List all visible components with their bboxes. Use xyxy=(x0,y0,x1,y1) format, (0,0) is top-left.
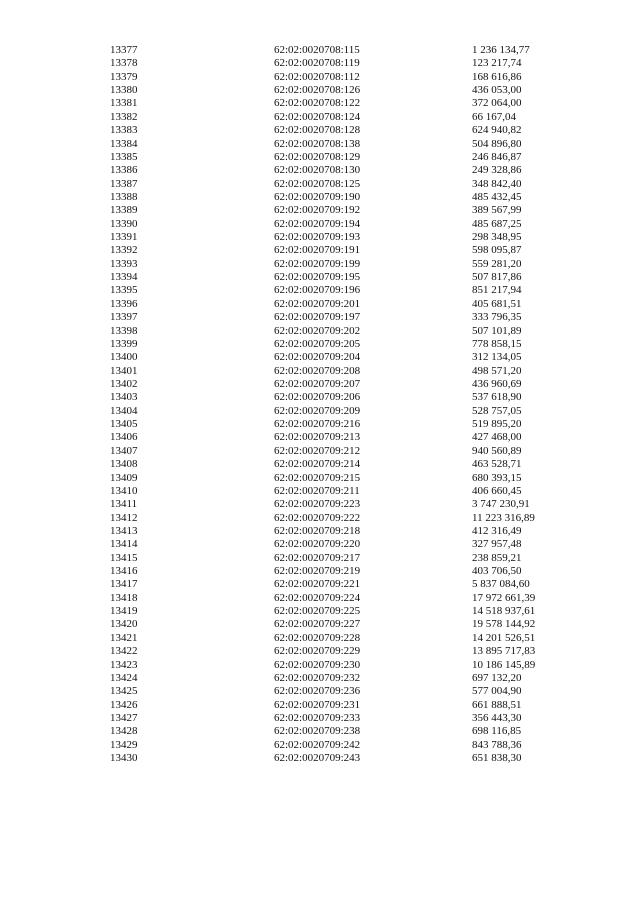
row-number: 13402 xyxy=(110,377,138,390)
cadastral-number: 62:02:0020709:199 xyxy=(274,257,361,270)
cadastral-value: 624 940,82 xyxy=(472,124,522,137)
row-number: 13415 xyxy=(110,551,138,564)
cadastral-number: 62:02:0020709:219 xyxy=(274,565,361,578)
table-row xyxy=(0,325,640,338)
row-number: 13395 xyxy=(110,284,138,297)
cadastral-number: 62:02:0020709:209 xyxy=(274,404,361,417)
cadastral-number: 62:02:0020709:205 xyxy=(274,337,361,350)
cadastral-number: 62:02:0020709:220 xyxy=(274,538,361,551)
row-number: 13403 xyxy=(110,391,138,404)
cadastral-value: 778 858,15 xyxy=(472,337,522,350)
cadastral-number: 62:02:0020708:122 xyxy=(274,97,361,110)
cadastral-value: 389 567,99 xyxy=(472,204,522,217)
row-number: 13419 xyxy=(110,605,138,618)
cadastral-number: 62:02:0020708:129 xyxy=(274,150,361,163)
cadastral-value: 10 186 145,89 xyxy=(472,658,536,671)
cadastral-number: 62:02:0020709:194 xyxy=(274,217,361,230)
cadastral-number: 62:02:0020709:217 xyxy=(274,551,361,564)
cadastral-number: 62:02:0020708:124 xyxy=(274,110,361,123)
table-row xyxy=(0,164,640,177)
cadastral-value: 504 896,80 xyxy=(472,137,522,150)
row-number: 13385 xyxy=(110,150,138,163)
table-row xyxy=(0,378,640,391)
cadastral-value: 498 571,20 xyxy=(472,364,522,377)
cadastral-value: 298 348,95 xyxy=(472,231,522,244)
cadastral-number: 62:02:0020709:208 xyxy=(274,364,361,377)
cadastral-value: 356 443,30 xyxy=(472,711,522,724)
row-number: 13384 xyxy=(110,137,138,150)
table-row xyxy=(0,672,640,685)
row-number: 13411 xyxy=(110,498,138,511)
table-row xyxy=(0,218,640,231)
row-number: 13417 xyxy=(110,578,138,591)
cadastral-value: 559 281,20 xyxy=(472,257,522,270)
table-row xyxy=(0,84,640,97)
cadastral-number: 62:02:0020709:230 xyxy=(274,658,361,671)
cadastral-value: 463 528,71 xyxy=(472,458,522,471)
cadastral-number: 62:02:0020709:225 xyxy=(274,605,361,618)
cadastral-value: 405 681,51 xyxy=(472,297,522,310)
row-number: 13416 xyxy=(110,565,138,578)
cadastral-value: 680 393,15 xyxy=(472,471,522,484)
cadastral-value: 661 888,51 xyxy=(472,698,522,711)
cadastral-number: 62:02:0020708:112 xyxy=(274,70,360,83)
cadastral-value: 14 518 937,61 xyxy=(472,605,536,618)
row-number: 13379 xyxy=(110,70,138,83)
cadastral-number: 62:02:0020709:223 xyxy=(274,498,361,511)
table-row xyxy=(0,391,640,404)
row-number: 13390 xyxy=(110,217,138,230)
table-row xyxy=(0,431,640,444)
table-row xyxy=(0,739,640,752)
table-row xyxy=(0,565,640,578)
row-number: 13424 xyxy=(110,671,138,684)
table-row xyxy=(0,578,640,591)
row-number: 13399 xyxy=(110,337,138,350)
row-number: 13422 xyxy=(110,645,138,658)
row-number: 13394 xyxy=(110,271,138,284)
table-row xyxy=(0,405,640,418)
row-number: 13392 xyxy=(110,244,138,257)
row-number: 13410 xyxy=(110,484,138,497)
row-number: 13387 xyxy=(110,177,138,190)
cadastral-number: 62:02:0020709:228 xyxy=(274,631,361,644)
cadastral-number: 62:02:0020709:192 xyxy=(274,204,361,217)
row-number: 13421 xyxy=(110,631,138,644)
cadastral-value: 519 895,20 xyxy=(472,418,522,431)
cadastral-number: 62:02:0020709:227 xyxy=(274,618,361,631)
row-number: 13396 xyxy=(110,297,138,310)
cadastral-number: 62:02:0020709:221 xyxy=(274,578,361,591)
cadastral-value: 372 064,00 xyxy=(472,97,522,110)
cadastral-number: 62:02:0020709:229 xyxy=(274,645,361,658)
cadastral-number: 62:02:0020709:224 xyxy=(274,591,361,604)
cadastral-number: 62:02:0020709:190 xyxy=(274,190,361,203)
row-number: 13391 xyxy=(110,231,138,244)
table-row xyxy=(0,458,640,471)
cadastral-number: 62:02:0020709:193 xyxy=(274,231,361,244)
cadastral-number: 62:02:0020708:125 xyxy=(274,177,361,190)
row-number: 13423 xyxy=(110,658,138,671)
cadastral-number: 62:02:0020709:216 xyxy=(274,418,361,431)
table-row xyxy=(0,298,640,311)
row-number: 13383 xyxy=(110,124,138,137)
row-number: 13413 xyxy=(110,524,138,537)
cadastral-value: 412 316,49 xyxy=(472,524,522,537)
row-number: 13404 xyxy=(110,404,138,417)
table-row xyxy=(0,632,640,645)
cadastral-value: 598 095,87 xyxy=(472,244,522,257)
cadastral-number: 62:02:0020708:126 xyxy=(274,84,361,97)
row-number: 13386 xyxy=(110,164,138,177)
row-number: 13408 xyxy=(110,458,138,471)
table-row xyxy=(0,338,640,351)
table-row xyxy=(0,685,640,698)
cadastral-value: 698 116,85 xyxy=(472,725,522,738)
cadastral-value: 843 788,36 xyxy=(472,738,522,751)
cadastral-value: 485 432,45 xyxy=(472,190,522,203)
cadastral-number: 62:02:0020709:213 xyxy=(274,431,361,444)
table-row xyxy=(0,365,640,378)
row-number: 13400 xyxy=(110,351,138,364)
cadastral-number: 62:02:0020709:238 xyxy=(274,725,361,738)
cadastral-value: 249 328,86 xyxy=(472,164,522,177)
table-row xyxy=(0,284,640,297)
table-row xyxy=(0,712,640,725)
table-row xyxy=(0,178,640,191)
cadastral-number: 62:02:0020709:201 xyxy=(274,297,361,310)
cadastral-value: 238 859,21 xyxy=(472,551,522,564)
row-number: 13389 xyxy=(110,204,138,217)
cadastral-value: 348 842,40 xyxy=(472,177,522,190)
cadastral-number: 62:02:0020708:119 xyxy=(274,57,360,70)
cadastral-number: 62:02:0020709:214 xyxy=(274,458,361,471)
cadastral-value: 327 957,48 xyxy=(472,538,522,551)
cadastral-value: 651 838,30 xyxy=(472,752,522,765)
cadastral-number: 62:02:0020709:196 xyxy=(274,284,361,297)
row-number: 13377 xyxy=(110,44,138,56)
cadastral-number: 62:02:0020709:218 xyxy=(274,524,361,537)
cadastral-value: 697 132,20 xyxy=(472,671,522,684)
cadastral-value: 312 134,05 xyxy=(472,351,522,364)
table-row xyxy=(0,472,640,485)
cadastral-number: 62:02:0020709:222 xyxy=(274,511,361,524)
cadastral-value: 427 468,00 xyxy=(472,431,522,444)
cadastral-value: 436 053,00 xyxy=(472,84,522,97)
cadastral-number: 62:02:0020709:197 xyxy=(274,311,361,324)
table-row xyxy=(0,351,640,364)
table-row xyxy=(0,231,640,244)
cadastral-value: 507 101,89 xyxy=(472,324,522,337)
row-number: 13429 xyxy=(110,738,138,751)
table-row xyxy=(0,138,640,151)
table-row xyxy=(0,204,640,217)
cadastral-value: 333 796,35 xyxy=(472,311,522,324)
cadastral-number: 62:02:0020708:130 xyxy=(274,164,361,177)
table-row xyxy=(0,605,640,618)
row-number: 13393 xyxy=(110,257,138,270)
cadastral-value: 17 972 661,39 xyxy=(472,591,536,604)
cadastral-value: 123 217,74 xyxy=(472,57,522,70)
row-number: 13397 xyxy=(110,311,138,324)
cadastral-value: 66 167,04 xyxy=(472,110,516,123)
table-row xyxy=(0,191,640,204)
row-number: 13380 xyxy=(110,84,138,97)
table-row xyxy=(0,512,640,525)
cadastral-number: 62:02:0020709:215 xyxy=(274,471,361,484)
table-row xyxy=(0,111,640,124)
table-row xyxy=(0,498,640,511)
table-row xyxy=(0,725,640,738)
table-row xyxy=(0,592,640,605)
cadastral-value: 537 618,90 xyxy=(472,391,522,404)
row-number: 13381 xyxy=(110,97,138,110)
table-row xyxy=(0,659,640,672)
cadastral-value: 940 560,89 xyxy=(472,444,522,457)
row-number: 13407 xyxy=(110,444,138,457)
row-number: 13405 xyxy=(110,418,138,431)
row-number: 13430 xyxy=(110,752,138,765)
table-row xyxy=(0,97,640,110)
row-number: 13409 xyxy=(110,471,138,484)
cadastral-value: 485 687,25 xyxy=(472,217,522,230)
row-number: 13401 xyxy=(110,364,138,377)
row-number: 13414 xyxy=(110,538,138,551)
cadastral-number: 62:02:0020709:202 xyxy=(274,324,361,337)
cadastral-value: 851 217,94 xyxy=(472,284,522,297)
cadastral-value: 3 747 230,91 xyxy=(472,498,530,511)
row-number: 13426 xyxy=(110,698,138,711)
cadastral-value: 507 817,86 xyxy=(472,271,522,284)
cadastral-value: 528 757,05 xyxy=(472,404,522,417)
row-number: 13428 xyxy=(110,725,138,738)
cadastral-number: 62:02:0020708:115 xyxy=(274,44,360,56)
row-number: 13406 xyxy=(110,431,138,444)
cadastral-value: 246 846,87 xyxy=(472,150,522,163)
table-row xyxy=(0,645,640,658)
cadastral-value: 403 706,50 xyxy=(472,565,522,578)
cadastral-number: 62:02:0020709:242 xyxy=(274,738,361,751)
table-row xyxy=(0,124,640,137)
cadastral-number: 62:02:0020709:236 xyxy=(274,685,361,698)
cadastral-number: 62:02:0020709:207 xyxy=(274,377,361,390)
cadastral-value: 14 201 526,51 xyxy=(472,631,536,644)
row-number: 13427 xyxy=(110,711,138,724)
cadastral-value: 577 004,90 xyxy=(472,685,522,698)
row-number: 13378 xyxy=(110,57,138,70)
cadastral-value: 13 895 717,83 xyxy=(472,645,536,658)
table-row xyxy=(0,151,640,164)
cadastral-number: 62:02:0020709:243 xyxy=(274,752,361,765)
cadastral-value: 406 660,45 xyxy=(472,484,522,497)
cadastral-value: 5 837 084,60 xyxy=(472,578,530,591)
table-row xyxy=(0,311,640,324)
table-row xyxy=(0,445,640,458)
cadastral-value-table xyxy=(0,44,640,765)
table-row xyxy=(0,538,640,551)
cadastral-value: 436 960,69 xyxy=(472,377,522,390)
cadastral-number: 62:02:0020709:231 xyxy=(274,698,361,711)
row-number: 13412 xyxy=(110,511,138,524)
cadastral-number: 62:02:0020709:233 xyxy=(274,711,361,724)
table-row xyxy=(0,752,640,765)
table-row xyxy=(0,618,640,631)
row-number: 13425 xyxy=(110,685,138,698)
table-row xyxy=(0,552,640,565)
table-row xyxy=(0,57,640,70)
cadastral-number: 62:02:0020709:232 xyxy=(274,671,361,684)
cadastral-number: 62:02:0020708:128 xyxy=(274,124,361,137)
table-row xyxy=(0,44,640,57)
table-row xyxy=(0,699,640,712)
row-number: 13418 xyxy=(110,591,138,604)
table-row xyxy=(0,418,640,431)
table-row xyxy=(0,525,640,538)
cadastral-number: 62:02:0020709:191 xyxy=(274,244,361,257)
table-row xyxy=(0,258,640,271)
cadastral-number: 62:02:0020709:212 xyxy=(274,444,361,457)
row-number: 13382 xyxy=(110,110,138,123)
table-row xyxy=(0,271,640,284)
table-row xyxy=(0,485,640,498)
cadastral-number: 62:02:0020709:195 xyxy=(274,271,361,284)
cadastral-value: 1 236 134,77 xyxy=(472,44,530,56)
cadastral-value: 19 578 144,92 xyxy=(472,618,536,631)
cadastral-number: 62:02:0020708:138 xyxy=(274,137,361,150)
cadastral-number: 62:02:0020709:204 xyxy=(274,351,361,364)
cadastral-value: 11 223 316,89 xyxy=(472,511,535,524)
cadastral-number: 62:02:0020709:206 xyxy=(274,391,361,404)
row-number: 13420 xyxy=(110,618,138,631)
cadastral-value: 168 616,86 xyxy=(472,70,522,83)
cadastral-number: 62:02:0020709:211 xyxy=(274,484,360,497)
table-row xyxy=(0,244,640,257)
table-row xyxy=(0,71,640,84)
row-number: 13398 xyxy=(110,324,138,337)
row-number: 13388 xyxy=(110,190,138,203)
